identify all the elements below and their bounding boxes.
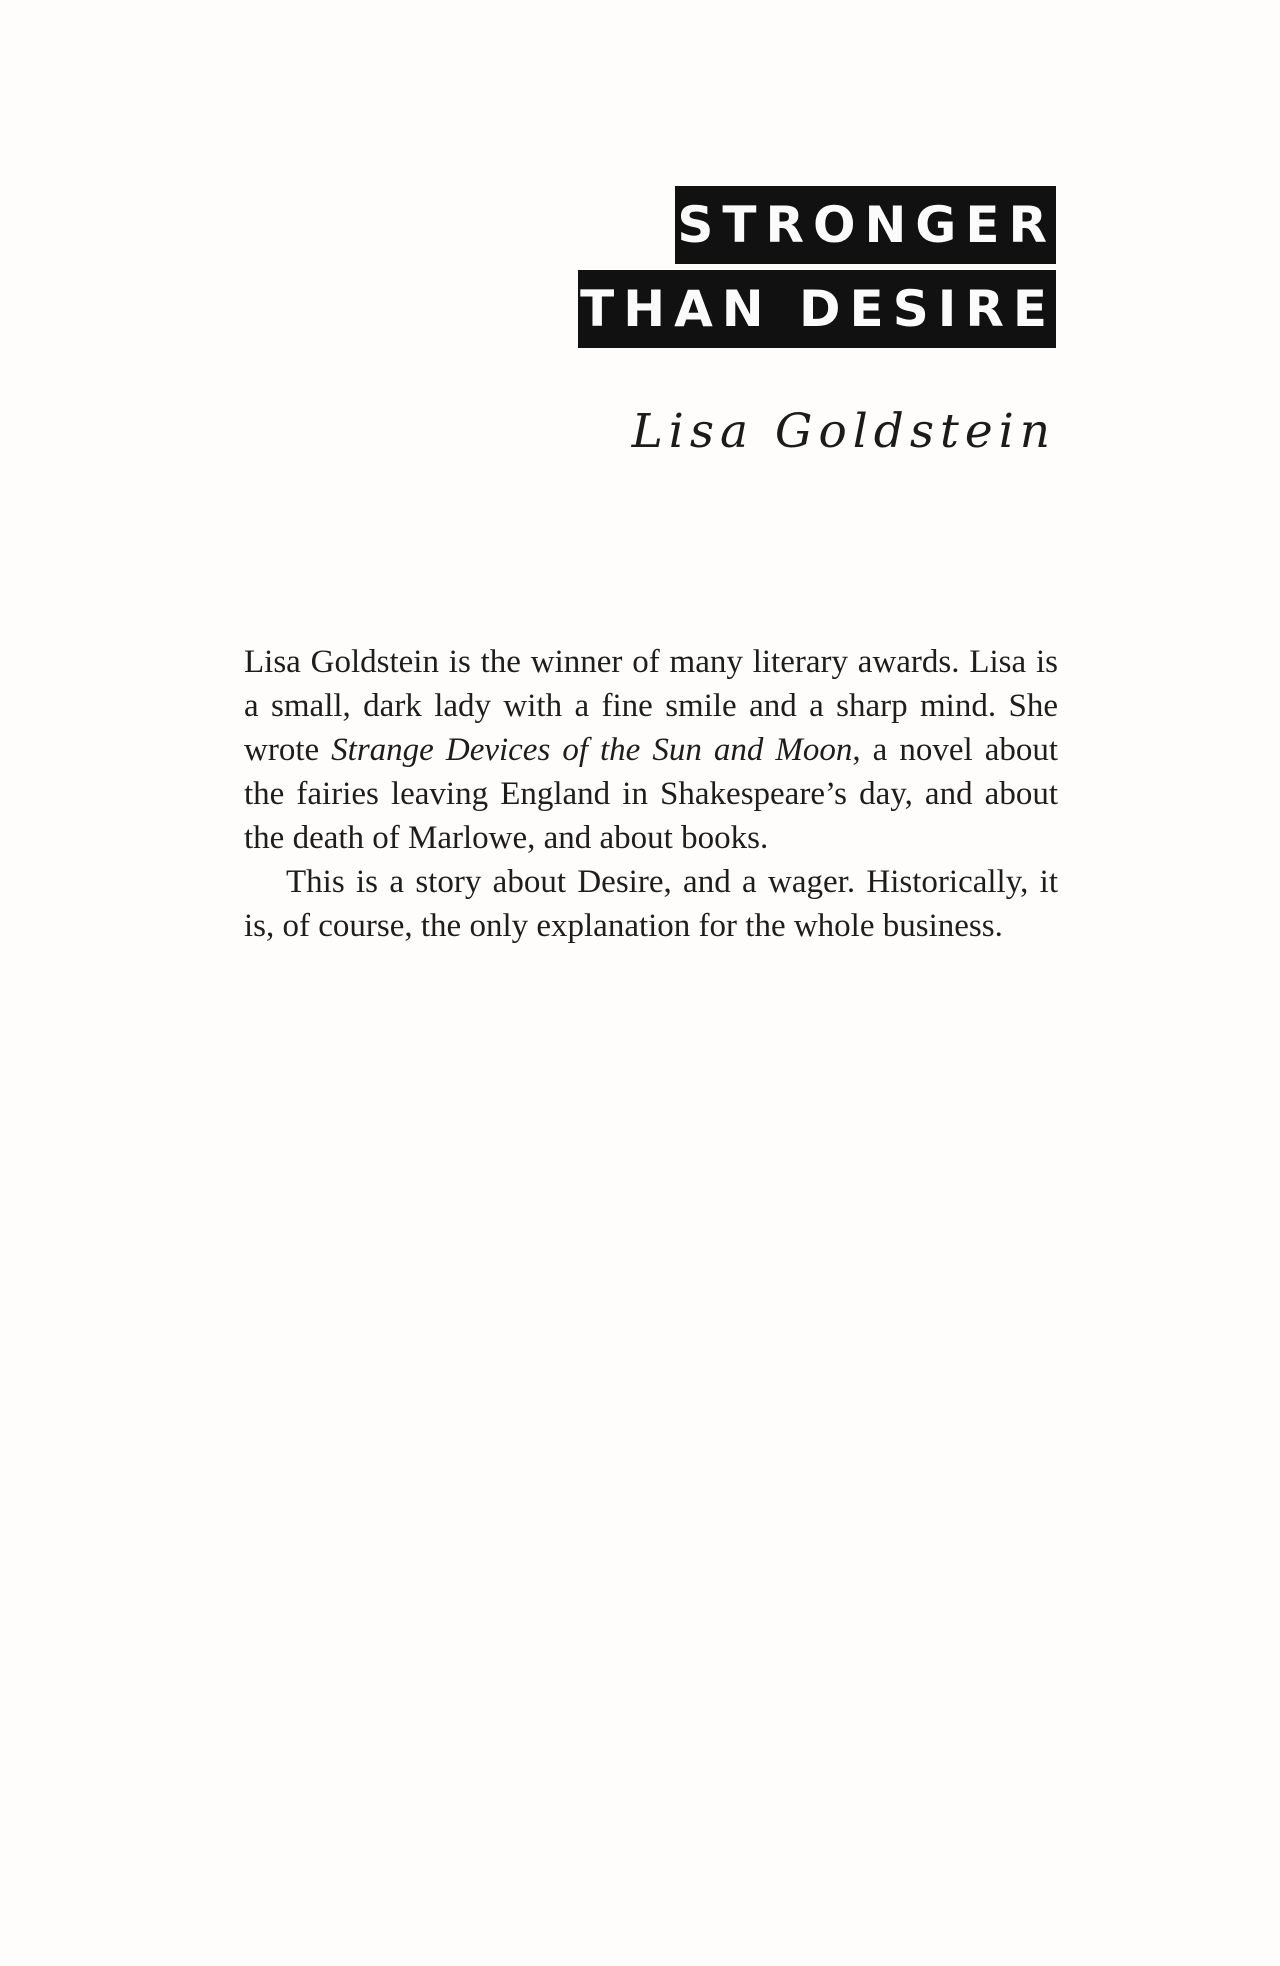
intro-text-before-book: Lisa Goldstein is the winner of many literary awards. Lisa is a small, dark lady with a fine smile and a sharp mind. She wrote: [244, 644, 1058, 768]
intro-paragraph-1: [244, 640, 1058, 860]
author-name: Lisa Goldstein: [631, 404, 1056, 459]
title-line-1: STRONGER: [675, 186, 1056, 264]
intro-paragraph-2: This is a story about Desire, and a wager. Historically, it is, of course, the only explanation for the whole business.: [244, 864, 1058, 944]
intro-text-after-book: , a novel about the fairies leaving England in Shakespeare’s day, and about the death of Marlowe, and about books.: [244, 732, 1059, 856]
book-title: Strange Devices of the Sun and Moon: [331, 732, 853, 768]
title-line-2: THAN DESIRE: [578, 270, 1056, 348]
author-introduction: [244, 640, 1058, 948]
story-title: [578, 186, 1056, 348]
